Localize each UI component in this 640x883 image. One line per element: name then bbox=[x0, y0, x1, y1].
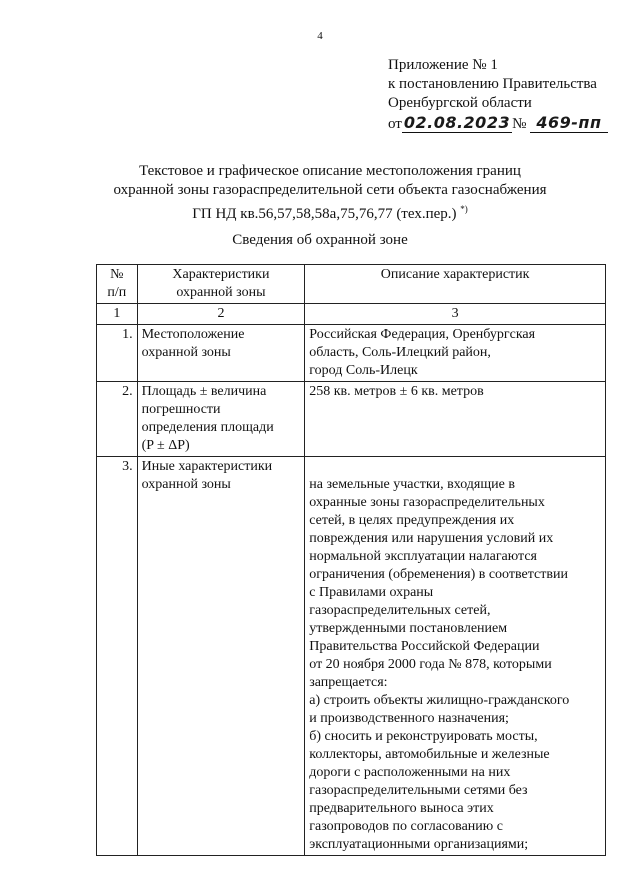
section-title: Сведения об охранной зоне bbox=[232, 232, 408, 248]
date-prefix: от bbox=[388, 116, 402, 132]
index-cell-3: 3 bbox=[305, 304, 606, 325]
index-cell-1: 1 bbox=[97, 304, 138, 325]
page-number: 4 bbox=[317, 30, 323, 42]
header-description: Описание характеристик bbox=[305, 265, 606, 304]
table-row bbox=[97, 325, 606, 382]
table-row bbox=[97, 457, 606, 856]
table-header-row bbox=[97, 265, 606, 304]
title-line-3-text: ГП НД кв.56,57,58,58а,75,76,77 (тех.пер.) bbox=[192, 206, 457, 222]
number-sign: № bbox=[512, 116, 527, 132]
handwritten-date: 02.08.2023 bbox=[403, 113, 511, 132]
row-number: 3. bbox=[97, 457, 138, 856]
title-line-2: охранной зоны газораспределительной сети объекта газоснабжения bbox=[113, 182, 547, 198]
appendix-line-3: Оренбургской области bbox=[388, 95, 532, 111]
row-name: Местоположение охранной зоны bbox=[137, 325, 305, 382]
header-characteristics: Характеристики охранной зоны bbox=[137, 265, 305, 304]
protection-zone-table bbox=[96, 264, 606, 856]
row-description: Российская Федерация, Оренбургская область, Соль-Илецкий район, город Соль-Илецк bbox=[305, 325, 606, 382]
appendix-line-1: Приложение № 1 bbox=[388, 57, 498, 73]
row-description: 258 кв. метров ± 6 кв. метров bbox=[305, 382, 606, 457]
title-line-1: Текстовое и графическое описание местоположения границ bbox=[139, 163, 521, 179]
appendix-date-line bbox=[388, 113, 628, 134]
row-description: на земельные участки, входящие в охранные зоны газораспределительных сетей, в целях предупреждения их повреждения или нарушения условий их нормальной эксплуатации налагаются ограничения (обременения) в соответствии с Правилами охраны газораспределительных сетей, утвержденными постановлением Правительства Российской Федерации от 20 ноября 2000 года № 878, которыми запрещается: а) строить объекты жилищно-гражданского и производственного назначения; б) сносить и реконструировать мосты, коллекторы, автомобильные и железные дороги с расположенными на них газораспределительными сетями без предварительного выноса этих газопроводов по согласованию с эксплуатационными организациями; bbox=[305, 457, 606, 856]
title-line-3 bbox=[60, 200, 600, 224]
row-name: Иные характеристики охранной зоны bbox=[137, 457, 305, 856]
row-number: 1. bbox=[97, 325, 138, 382]
appendix-block bbox=[388, 56, 628, 134]
header-number: № п/п bbox=[97, 265, 138, 304]
table-index-row bbox=[97, 304, 606, 325]
document-title bbox=[60, 162, 600, 224]
appendix-line-2: к постановлению Правительства bbox=[388, 76, 597, 92]
row-number: 2. bbox=[97, 382, 138, 457]
handwritten-number: 469-пп bbox=[530, 113, 607, 133]
footnote-mark: *) bbox=[460, 204, 468, 214]
table-row bbox=[97, 382, 606, 457]
index-cell-2: 2 bbox=[137, 304, 305, 325]
row-name: Площадь ± величина погрешности определения площади (P ± ΔP) bbox=[137, 382, 305, 457]
